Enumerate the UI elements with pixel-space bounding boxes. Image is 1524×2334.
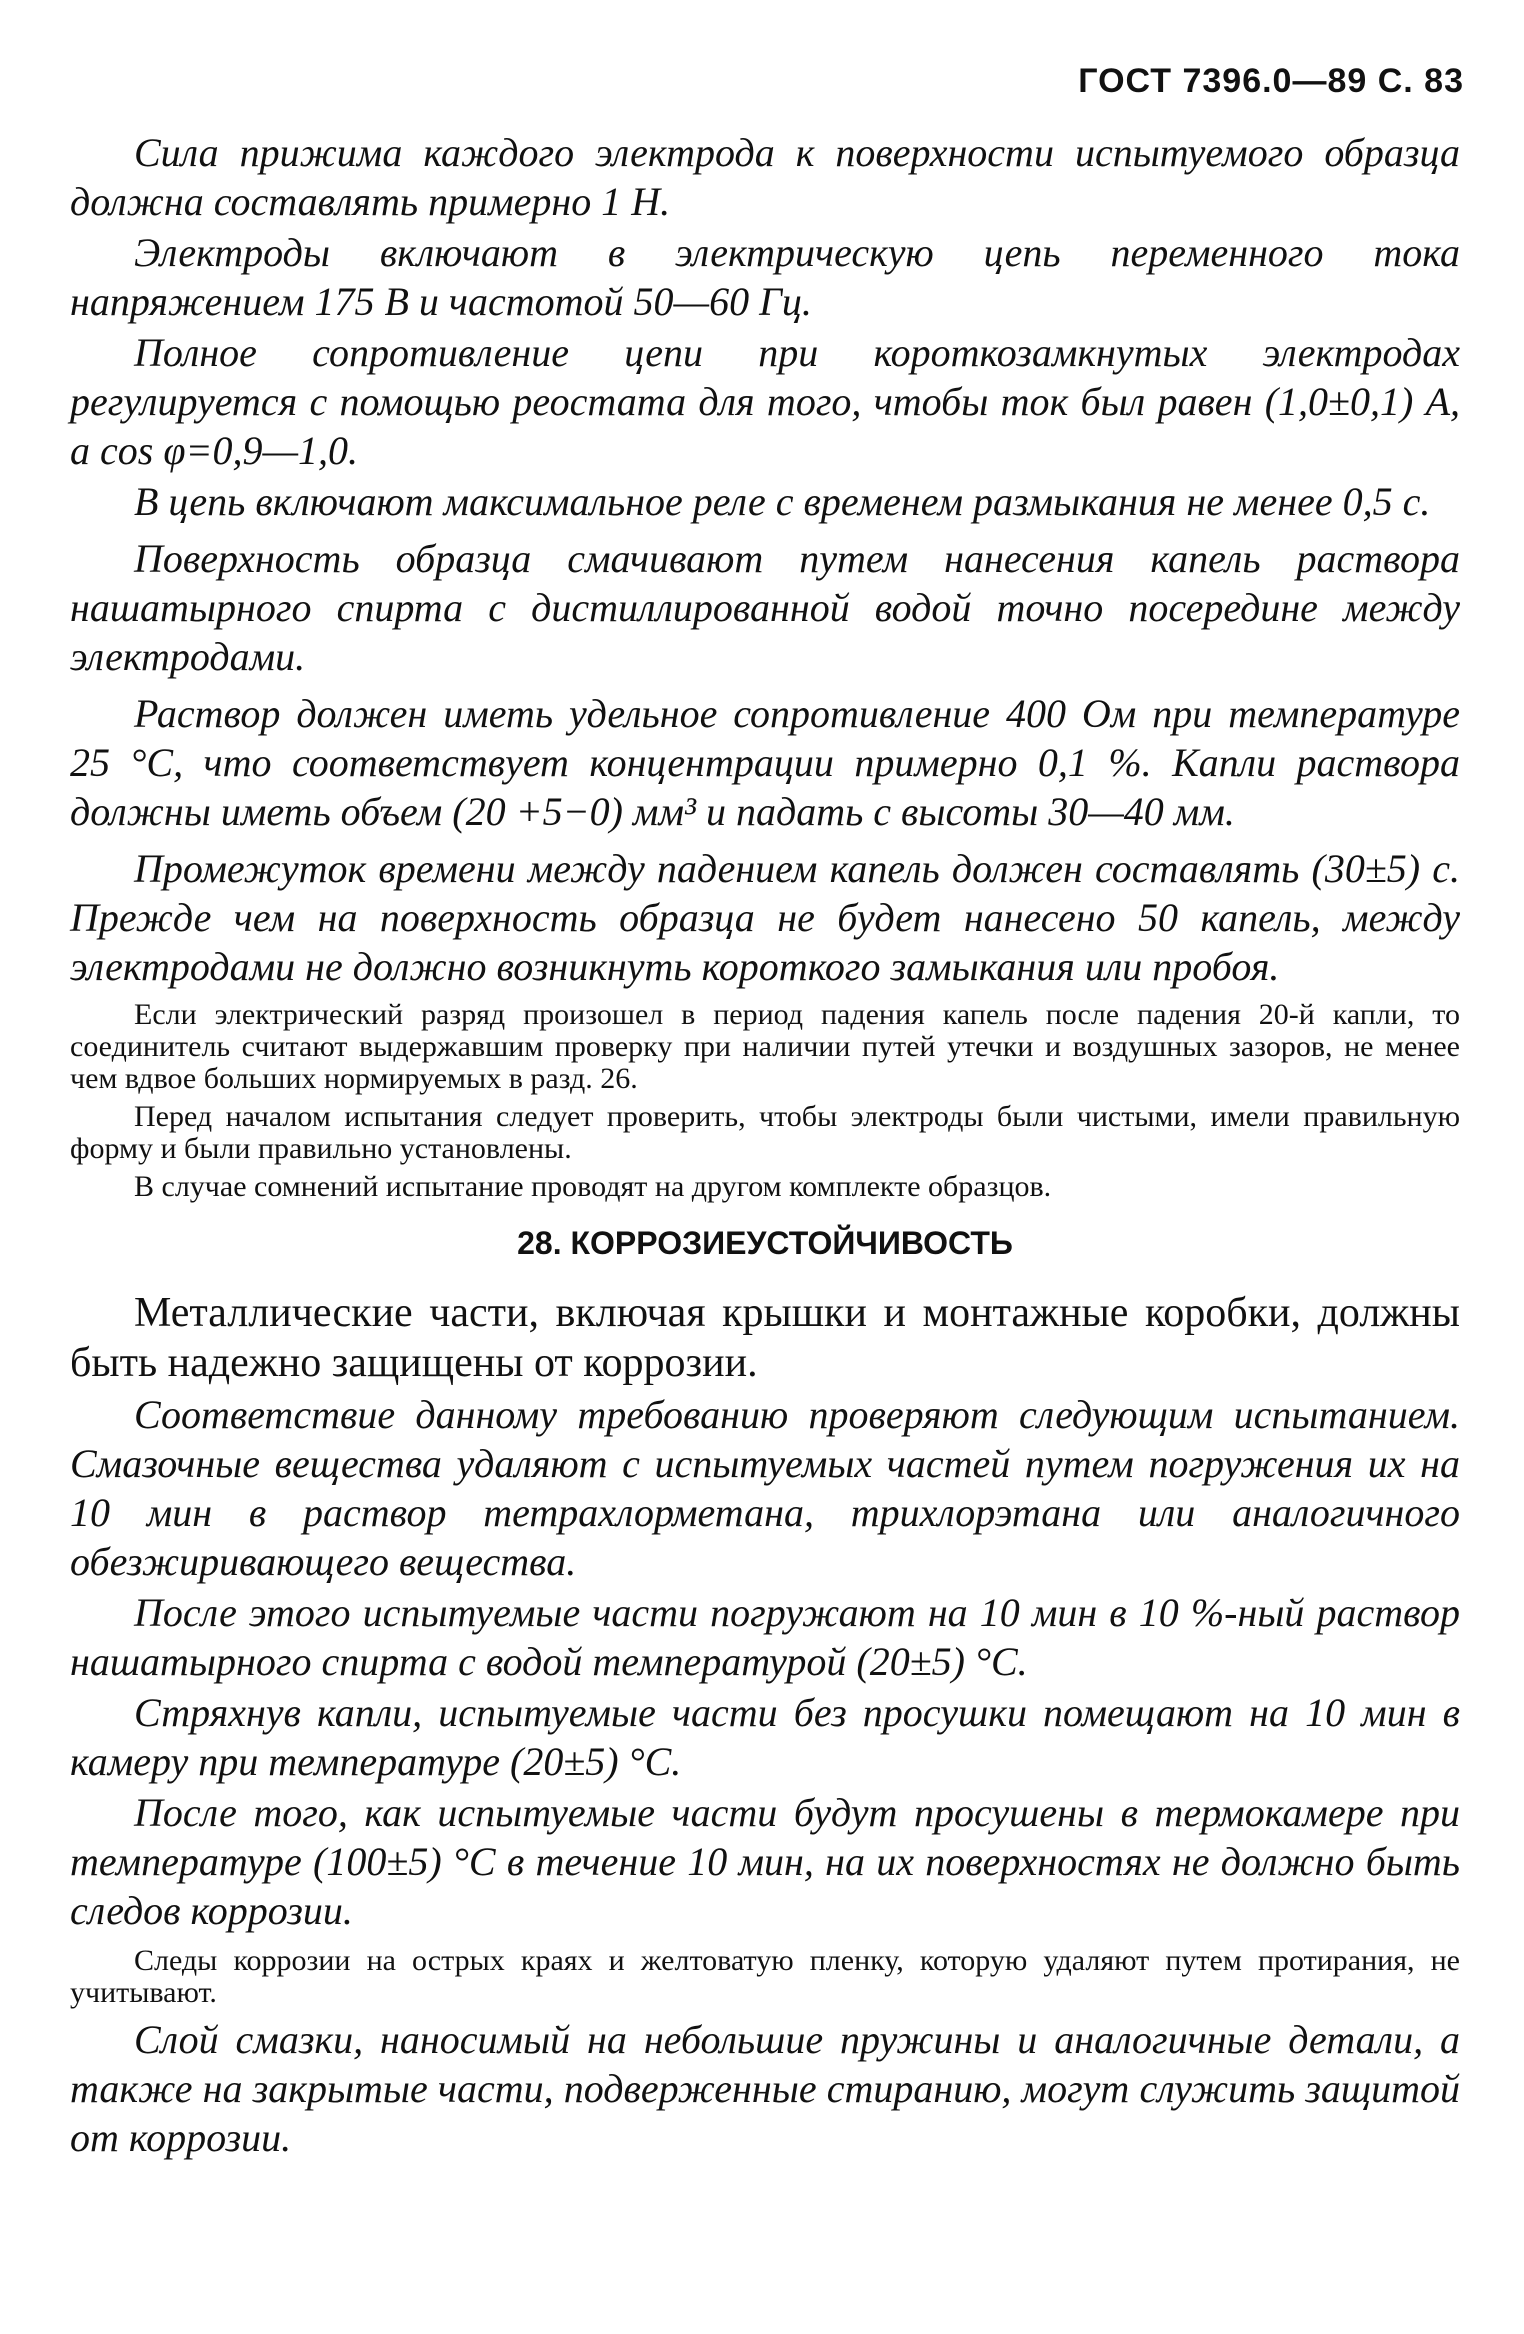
paragraph: Промежуток времени между падением капель должен составлять (30±5) с. Прежде чем на поверхность образца не будет нанесено 50 капель, между электродами не должно возникнуть короткого замыкания или пробоя. [70, 846, 1460, 989]
page-header: ГОСТ 7396.0—89 С. 83 [1078, 62, 1464, 100]
paragraph: Сила прижима каждого электрода к поверхности испытуемого образца должна составлять примерно 1 Н. [70, 130, 1460, 224]
paragraph: В случае сомнений испытание проводят на другом комплекте образцов. [134, 1170, 1052, 1203]
paragraph: Перед началом испытания следует проверить, чтобы электроды были чистыми, имели правильную форму и были правильно установлены. [70, 1100, 1460, 1165]
paragraph: После этого испытуемые части погружают на 10 мин в 10 %-ный раствор нашатырного спирта с водой температурой (20±5) °С. [70, 1590, 1460, 1684]
paragraph: Поверхность образца смачивают путем нанесения капель раствора нашатырного спирта с дистиллированной водой точно посередине между электродами. [70, 536, 1460, 679]
paragraph: Полное сопротивление цепи при короткозамкнутых электродах регулируется с помощью реостата для того, чтобы ток был равен (1,0±0,1) А, а cos φ=0,9—1,0. [70, 330, 1460, 473]
paragraph: Слой смазки, наносимый на небольшие пружины и аналогичные детали, а также на закрытые части, подверженные стиранию, могут служить защитой от коррозии. [70, 2017, 1460, 2160]
paragraph: После того, как испытуемые части будут просушены в термокамере при температуре (100±5) °С в течение 10 мин, на их поверхностях не должно быть следов коррозии. [70, 1790, 1460, 1933]
paragraph: Стряхнув капли, испытуемые части без просушки помещают на 10 мин в камеру при температуре (20±5) °С. [70, 1690, 1460, 1784]
paragraph: В цепь включают максимальное реле с временем размыкания не менее 0,5 с. [134, 479, 1431, 524]
paragraph: Следы коррозии на острых краях и желтоватую пленку, которую удаляют путем протирания, не учитывают. [70, 1944, 1460, 2009]
paragraph: Раствор должен иметь удельное сопротивление 400 Ом при температуре 25 °С, что соответствует концентрации примерно 0,1 %. Капли раствора должны иметь объем (20 +5−0) мм³ и падать с высоты 30—40 мм. [70, 691, 1460, 834]
document-body [70, 128, 1460, 2164]
paragraph: Металлические части, включая крышки и монтажные коробки, должны быть надежно защищены от коррозии. [70, 1290, 1460, 1386]
section-heading: 28. КОРРОЗИЕУСТОЙЧИВОСТЬ [517, 1225, 1013, 1261]
paragraph: Электроды включают в электрическую цепь переменного тока напряжением 175 В и частотой 50—60 Гц. [70, 230, 1460, 324]
paragraph: Соответствие данному требованию проверяют следующим испытанием. Смазочные вещества удаляют с испытуемых частей путем погружения их на 10 мин в раствор тетрахлорметана, трихлорэтана или аналогичного обезжиривающего вещества. [70, 1392, 1460, 1584]
paragraph: Если электрический разряд произошел в период падения капель после падения 20-й капли, то соединитель считают выдержавшим проверку при наличии путей утечки и воздушных зазоров, не менее чем вдвое больших нормируемых в разд. 26. [70, 998, 1460, 1095]
